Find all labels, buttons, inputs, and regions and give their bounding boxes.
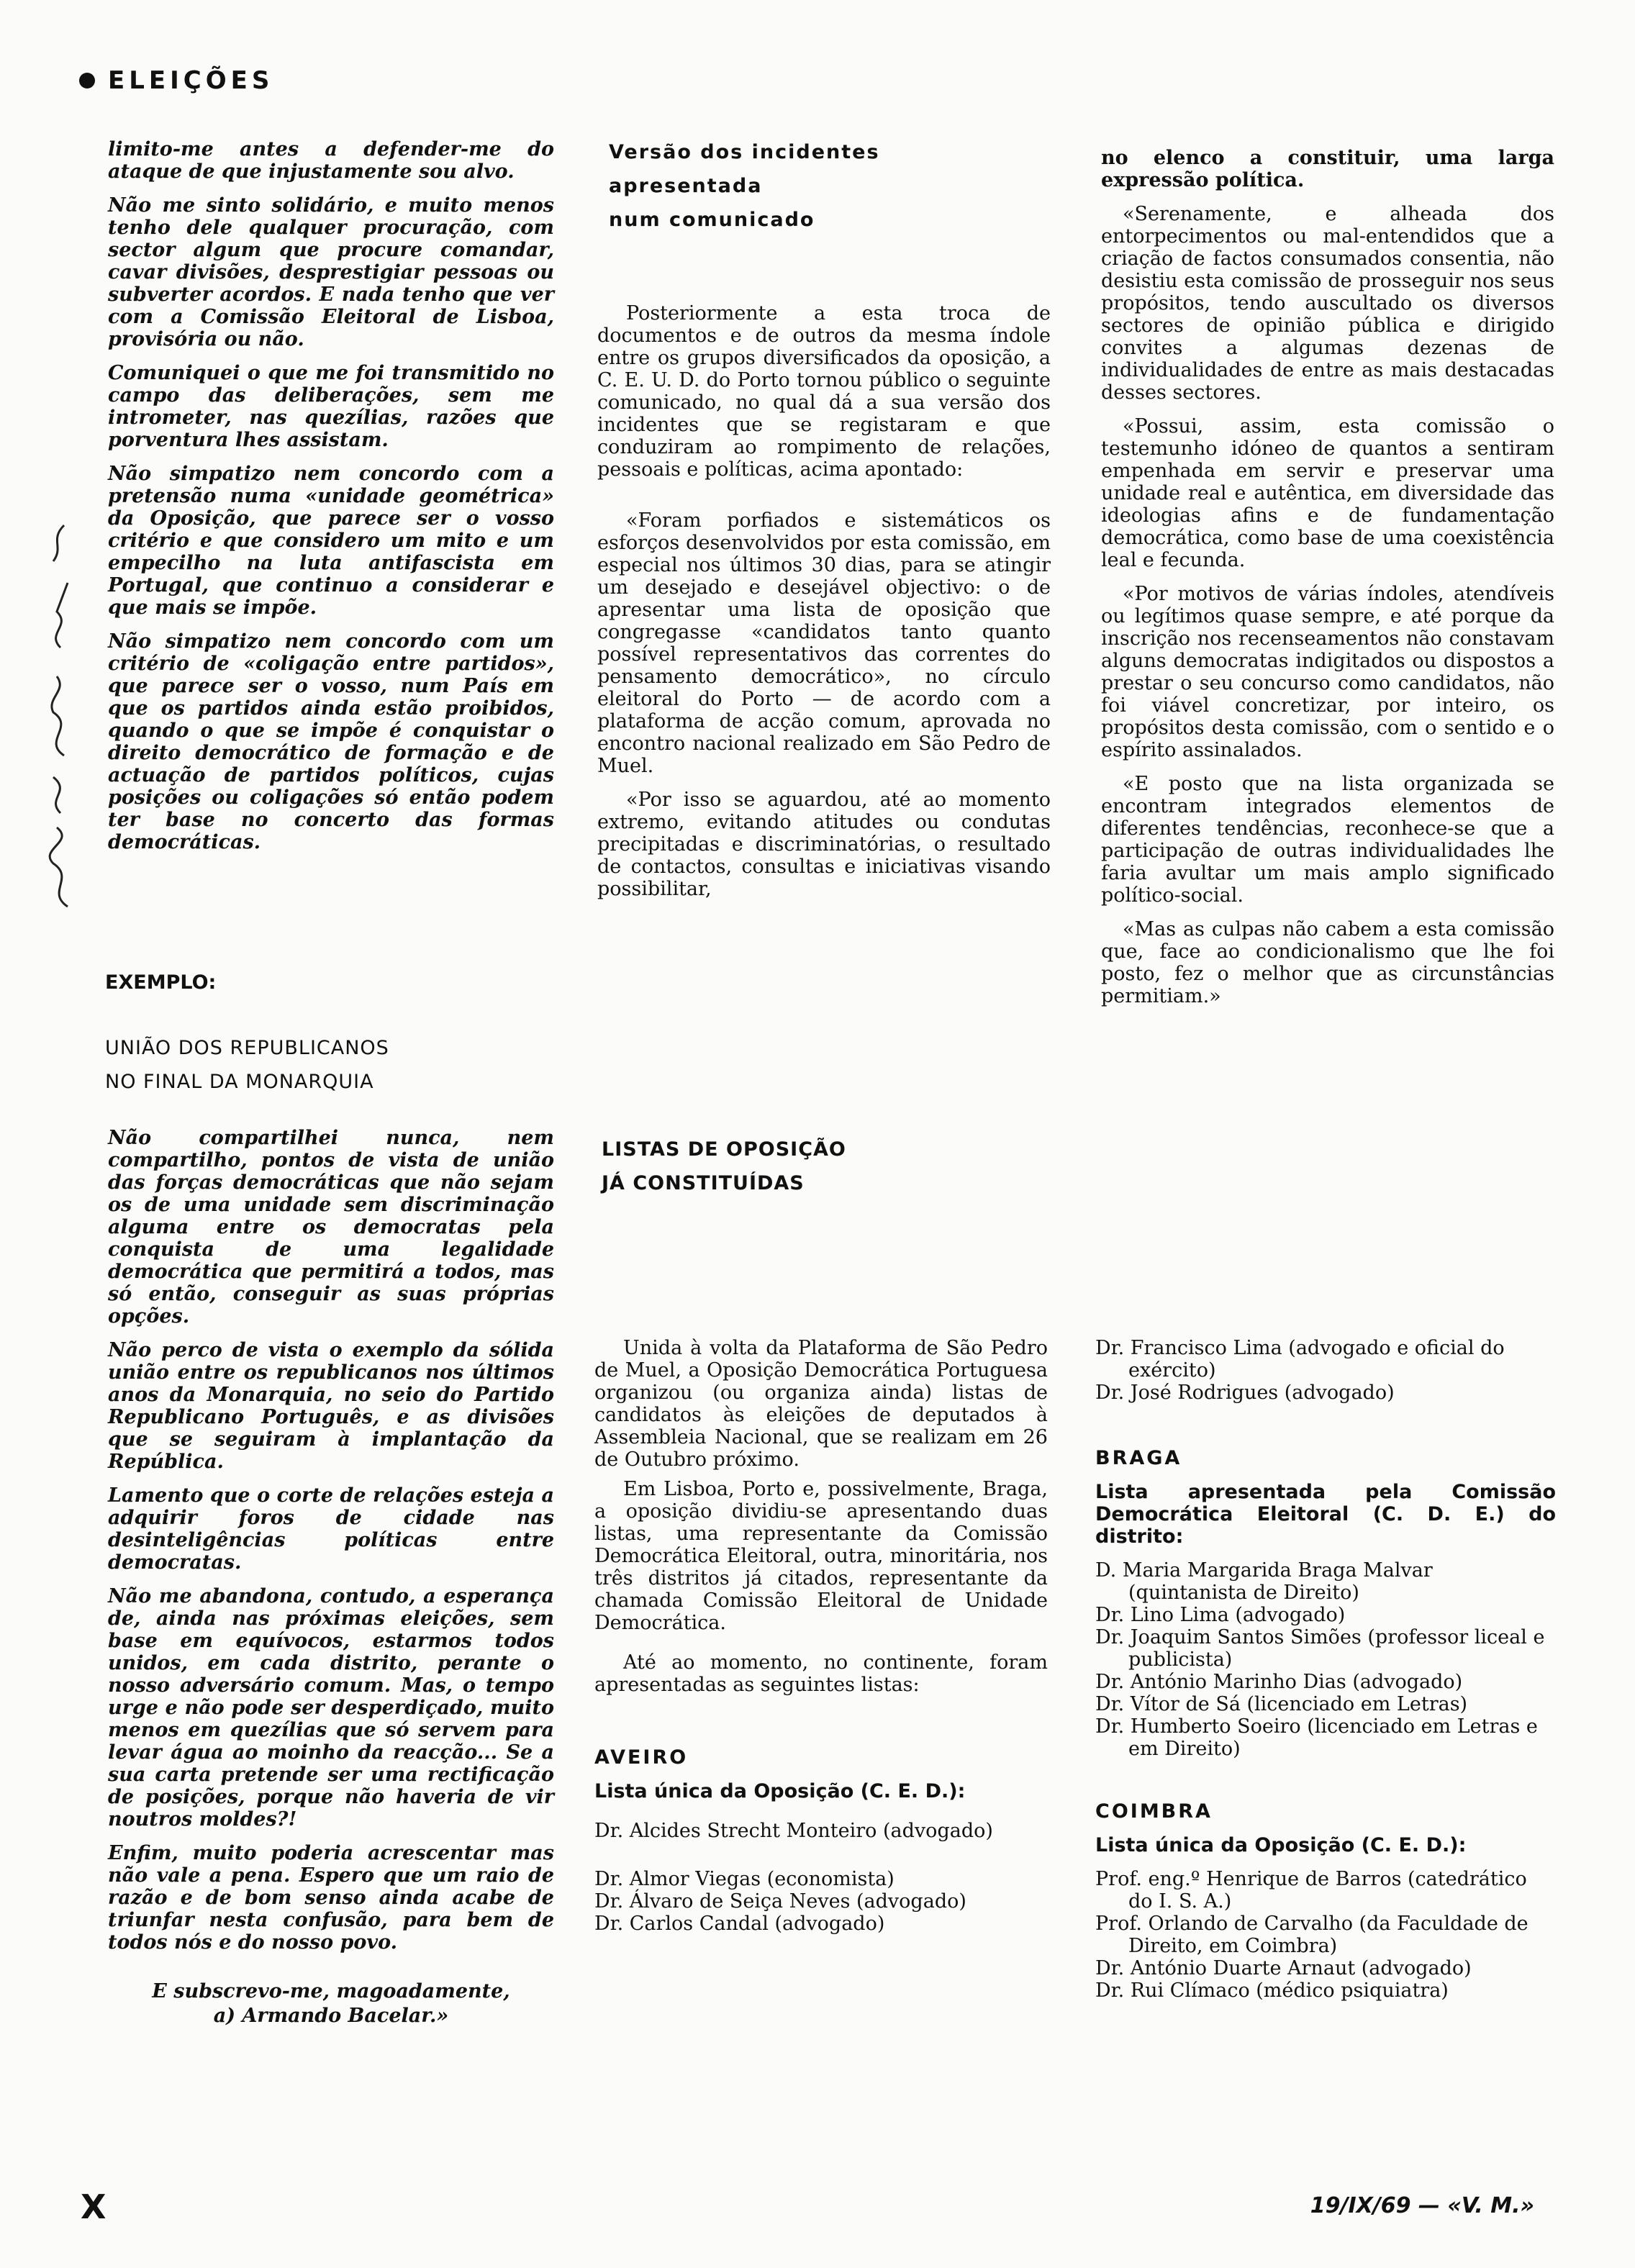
listas-headline <box>602 1138 1580 1206</box>
versao-column-right <box>1101 147 1554 1019</box>
candidate: Dr. José Rodrigues (advogado) <box>1095 1382 1395 1404</box>
versao-paragraph: «Mas as culpas não cabem a esta comissão que, face ao condicionalismo que lhe foi posto, fez o melhor que as circunstâncias permitiam.» <box>1101 918 1554 1007</box>
headline-line: JÁ CONSTITUÍDAS <box>602 1172 805 1194</box>
listas-paragraph: Até ao momento, no continente, foram apresentadas as seguintes listas: <box>594 1651 1048 1696</box>
versao-paragraph: «Por isso se aguardou, até ao momento extremo, evitando atitudes ou condutas precipitadas e discriminatórias, o resultado de contactos, consultas e iniciativas visando possibilitar, <box>597 789 1051 900</box>
letter-paragraph: Não me sinto solidário, e muito menos tenho dele qualquer procuração, com sector algum que procure comandar, cavar divisões, desprestigiar pessoas ou subverter acordos. E nada tenho que ver com a Comissão Eleitoral de Lisboa, provisória ou não. <box>108 194 554 350</box>
letter-paragraph: Não simpatizo nem concordo com a pretensão numa «unidade geométrica» da Oposição, que parece ser o vosso critério e que considero um mito e um empecilho na luta antifascista em Portugal, que continuo a considerar e que mais se impõe. <box>108 463 554 619</box>
candidate-list <box>1095 1559 1556 1760</box>
letter-column <box>108 138 554 865</box>
versao-paragraph: Posteriormente a esta troca de documentos e de outros da mesma índole entre os grupos diversificados da oposição, a C. E. U. D. do Porto tornou público o seguinte comunicado, no qual dá a sua versão dos incidentes que se registaram e que conduziram ao rompimento de relações, pessoais e políticas, acima apontado: <box>597 302 1051 481</box>
versao-title-line: Versão dos incidentes <box>609 141 880 163</box>
list-label: Lista única da Oposição (C. E. D.): <box>1095 1834 1467 1856</box>
candidate: Dr. Lino Lima (advogado) <box>1095 1604 1346 1626</box>
candidate: Dr. Álvaro de Seiça Neves (advogado) <box>594 1890 966 1913</box>
versao-title-line: apresentada <box>609 175 763 197</box>
versao-paragraph: «Por motivos de várias índoles, atendíveis ou legítimos quase sempre, e até porque da inscrição nos recenseamentos não constavam alguns democratas indigitados ou dispostos a prestar o seu concurso como candidatos, não foi viável concretizar, por inteiro, os propósitos desta comissão, com o sentido e o espírito assinalados. <box>1101 583 1554 761</box>
listas-column-middle <box>594 1337 1048 1964</box>
exemplo-subtitle: UNIÃO DOS REPUBLICANOS <box>105 1037 389 1059</box>
letter-paragraph: Comuniquei o que me foi transmitido no campo das deliberações, sem me intrometer, nas quezílias, razões que porventura lhes assistam. <box>108 362 554 451</box>
candidate: Dr. Almor Viegas (economista) <box>594 1868 895 1890</box>
letter-paragraph: Não perco de vista o exemplo da sólida união entre os republicanos nos últimos anos da Monarquia, no seio do Partido Republicano Português, e as divisões que se seguiram à implantação da República. <box>108 1339 554 1473</box>
candidate-list <box>1095 1868 1556 2002</box>
headline-line: LISTAS DE OPOSIÇÃO <box>602 1138 846 1161</box>
district-aveiro: AVEIRO <box>594 1746 689 1769</box>
candidate: Dr. Vítor de Sá (licenciado em Letras) <box>1095 1693 1468 1715</box>
list-label: Lista única da Oposição (C. E. D.): <box>594 1780 966 1802</box>
candidate: Dr. Humberto Soeiro (licenciado em Letras e em Direito) <box>1095 1715 1538 1760</box>
candidate: Dr. Joaquim Santos Simões (professor liceal e publicista) <box>1095 1626 1545 1671</box>
candidate-list <box>594 1820 1048 1842</box>
versao-paragraph: «E posto que na lista organizada se encontram integrados elementos de diferentes tendências, reconhece-se que a participação de outras individualidades lhe faria avultar um mais amplo significado político-social. <box>1101 773 1554 907</box>
letter-paragraph: Lamento que o corte de relações esteja a adquirir foros de cidade nas desinteligências políticas entre democratas. <box>108 1484 554 1574</box>
handwritten-margin-note <box>24 518 89 921</box>
versao-paragraph: «Possui, assim, esta comissão o testemunho idóneo de quantos a sentiram empenhada em servir e preservar uma unidade real e autêntica, em diversidade das ideologias afins e de fundamentação democrática, como base de uma coexistência leal e fecunda. <box>1101 415 1554 571</box>
versao-title <box>609 141 1069 242</box>
candidate: Dr. António Duarte Arnaut (advogado) <box>1095 1957 1472 1979</box>
signoff: E subscrevo-me, magoadamente, <box>152 1980 510 2002</box>
district-braga: BRAGA <box>1095 1447 1182 1469</box>
letter-paragraph: limito-me antes a defender-me do ataque de que injustamente sou alvo. <box>108 138 554 183</box>
versao-title-line: num comunicado <box>609 209 815 231</box>
candidate: Prof. eng.º Henrique de Barros (catedrático do I. S. A.) <box>1095 1868 1527 1913</box>
candidate: Prof. Orlando de Carvalho (da Faculdade de Direito, em Coimbra) <box>1095 1913 1528 1957</box>
candidate: Dr. Alcides Strecht Monteiro (advogado) <box>594 1820 993 1842</box>
list-label: Lista apresentada pela Comissão Democrática Eleitoral (C. D. E.) do distrito: <box>1095 1481 1556 1548</box>
versao-paragraph: no elenco a constituir, uma larga expressão política. <box>1101 147 1554 191</box>
letter-column-2 <box>108 1127 554 2028</box>
candidate-list <box>1095 1337 1556 1404</box>
candidate: Dr. Rui Clímaco (médico psiquiatra) <box>1095 1979 1449 2002</box>
candidate: Dr. Francisco Lima (advogado e oficial do exército) <box>1095 1337 1505 1382</box>
letter-paragraph: Não compartilhei nunca, nem compartilho, pontos de vista de união das forças democráticas que não sejam os de uma unidade sem discriminação alguma entre os democratas pela conquista de uma legalidade democrática que permitirá a todos, mas só então, conseguir as suas próprias opções. <box>108 1127 554 1328</box>
versao-paragraph: «Serenamente, e alheada dos entorpecimentos ou mal-entendidos que a criação de factos consumados consentia, não desistiu esta comissão de prosseguir nos seus propósitos, tendo auscultado os diversos sectores de opinião pública e dirigido convites a algumas dezenas de individualidades de entre as mais destacadas desses sectores. <box>1101 203 1554 404</box>
district-coimbra: COIMBRA <box>1095 1800 1213 1823</box>
exemplo-block <box>105 971 558 1104</box>
exemplo-subtitle: NO FINAL DA MONARQUIA <box>105 1071 374 1093</box>
candidate: Dr. Carlos Candal (advogado) <box>594 1913 885 1935</box>
letter-paragraph: Enfim, muito poderia acrescentar mas não vale a pena. Espero que um raio de razão e de bom senso ainda acabe de triunfar nesta confusão, para bem de todos nós e do nosso povo. <box>108 1842 554 1954</box>
issue-date: 19/IX/69 — «V. M.» <box>1310 2193 1534 2218</box>
listas-paragraph: Unida à volta da Plataforma de São Pedro de Muel, a Oposição Democrática Portuguesa organizou (ou organiza ainda) listas de candidatos às eleições de deputados à Assembleia Nacional, que se realizam em 26 de Outubro próximo. <box>594 1337 1048 1471</box>
versao-column <box>597 302 1051 912</box>
listas-column-right <box>1095 1337 1556 2031</box>
page-number: X <box>81 2187 107 2226</box>
letter-paragraph: Não me abandona, contudo, a esperança de, ainda nas próximas eleições, sem base em equívocos, estarmos todos unidos, em cada distrito, perante o nosso adversário comum. Mas, o tempo urge e não pode ser desperdiçado, muito menos em quezílias que só servem para levar água ao moinho da reacção... Se a sua carta pretende ser uma rectificação de posições, porque não haveria de vir noutros moldes?! <box>108 1585 554 1831</box>
listas-paragraph: Em Lisboa, Porto e, possivelmente, Braga, a oposição dividiu-se apresentando duas listas, uma representante da Comissão Democrática Eleitoral, outra, minoritária, nos três distritos já citados, representante da chamada Comissão Eleitoral de Unidade Democrática. <box>594 1478 1048 1634</box>
bullet-icon <box>79 73 95 89</box>
candidate: Dr. António Marinho Dias (advogado) <box>1095 1671 1463 1693</box>
signature: a) Armando Bacelar.» <box>213 2005 449 2027</box>
letter-paragraph: Não simpatizo nem concordo com um critério de «coligação entre partidos», que parece ser o vosso, num País em que os partidos ainda estão proibidos, quando o que se impõe é conquistar o direito democrático de formação e de actuação de partidos políticos, cujas posições ou coligações só então podem ter base no concerto das formas democráticas. <box>108 630 554 853</box>
candidate: D. Maria Margarida Braga Malvar (quintanista de Direito) <box>1095 1559 1433 1604</box>
exemplo-label: EXEMPLO: <box>105 971 217 994</box>
section-label-text: ELEIÇÕES <box>108 66 274 95</box>
candidate-list <box>594 1868 1048 1935</box>
section-label <box>79 66 273 95</box>
versao-paragraph: «Foram porfiados e sistemáticos os esforços desenvolvidos por esta comissão, em especial nos últimos 30 dias, para se atingir um desejado e desejável objectivo: o de apresentar uma lista de oposição que congregasse «candidatos tanto quanto possível representativos das correntes do pensamento democrático», no círculo eleitoral do Porto — de acordo com a plataforma de acção comum, aprovada no encontro nacional realizado em São Pedro de Muel. <box>597 509 1051 777</box>
